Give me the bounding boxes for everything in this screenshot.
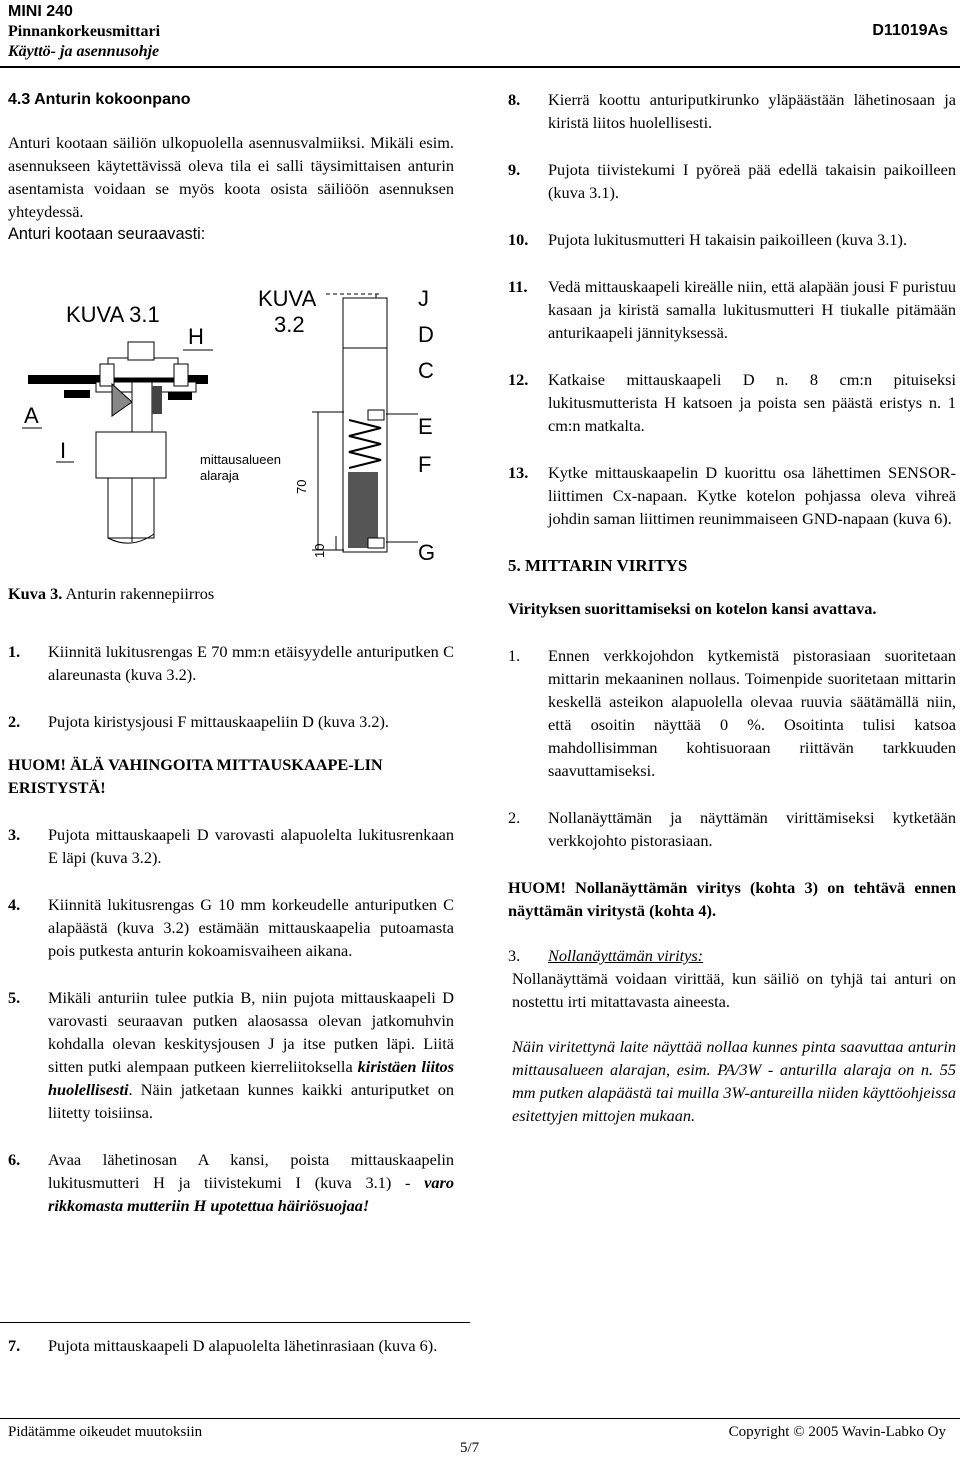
dim-10: 10 — [312, 543, 327, 558]
step-13: 13. Kytke mittauskaapelin D kuorittu osa lähettimen SENSOR-liittimen Cx-napaan. Kytke kotelon pohjassa oleva vihreä johdin saman liittimen reunimmaiseen GND-napaan (kuva 6). — [508, 463, 956, 528]
label-A: A — [24, 403, 39, 428]
label-H: H — [188, 324, 204, 349]
header-rule — [0, 66, 960, 68]
label-G: G — [418, 540, 436, 565]
section-heading: 4.3 Anturin kokoonpano — [8, 91, 191, 108]
step-11: 11. Vedä mittauskaapeli kireälle niin, että alapään jousi F puristuu kasaan ja kiristä samalla lukitusmutteri H tiukalle pitämään anturikaapeli jännityksessä. — [508, 277, 956, 342]
label-C: C — [418, 358, 434, 383]
step-5: 5. Mikäli anturiin tulee putkia B, niin pujota mittauskaapeli D varovasti seuraavan putken alaosassa olevan jatkomuhvin kohdalla olevan keskitysjousen J ja itse putken läpi. Liitä sitten putki alempaan putkeen kierreliitoksella kiristäen liitos huolellisesti. Näin jatketaan kunnes kaikki anturiputket on liitetty toisiinsa. — [8, 988, 454, 1122]
cable-warning: HUOM! ÄLÄ VAHINGOITA MITTAUSKAAPE-LIN ERISTYSTÄ! — [8, 755, 383, 797]
caption-text: Anturin rakennepiirros — [65, 584, 215, 603]
tuning-italic-note: Näin viritettynä laite näyttää nollaa kunnes pinta saavuttaa anturin mittausalueen alarajan, esim. PA/3W - anturilla alaraja on n. 55 mm putken alapäästä tai muilla 3W-antureilla niiden käyttöohjeissa esitettyjen mittojen mukaan. — [512, 1037, 956, 1125]
step-6: 6. Avaa lähetinosan A kansi, poista mittauskaapelin lukitusmutteri H ja tiivistekumi I (kuva 3.1) - varo rikkomasta mutteriin H upotettua häiriösuojaa! — [8, 1150, 454, 1215]
label-D: D — [418, 322, 434, 347]
tuning-item-2: 2. Nollanäyttämän ja näyttämän virittämiseksi kytketään verkkojohto pistorasiaan. — [508, 808, 956, 850]
footer-rule — [0, 1418, 960, 1419]
label-kuva31: KUVA 3.1 — [66, 302, 160, 327]
tuning-item-1: 1. Ennen verkkojohdon kytkemistä pistorasiaan suoritetaan mittarin mekaaninen nollaus. Toimenpide suoritetaan mittarin keskellä asteikon alapuolella olevaa ruuvia säätämällä niin, että osoitin näyttää 0 %. Osoitinta tulisi katsoa mahdollisimman kohtisuoraan riittävän tarkkuuden saavuttamiseksi. — [508, 646, 956, 780]
step-7: 7. Pujota mittauskaapeli D alapuolelta lähetinrasiaan (kuva 6). — [8, 1336, 438, 1355]
label-J: J — [418, 286, 429, 311]
step-1: 1. Kiinnitä lukitusrengas E 70 mm:n etäisyydelle anturiputken C alareunasta (kuva 3.2). — [8, 642, 454, 684]
step-8: 8. Kierrä koottu anturiputkirunko yläpäästään lähetinosaan ja kiristä liitos huolellisesti. — [508, 90, 956, 132]
dim-70: 70 — [294, 479, 309, 494]
bottom-weight — [348, 472, 378, 548]
step-7-block — [8, 1334, 454, 1357]
step-12: 12. Katkaise mittauskaapeli D n. 8 cm:n pituiseksi lukitusmutterista H katsoen ja poista sen päästä eristys n. 1 cm:n matkalta. — [508, 370, 956, 435]
document-code: D11019As — [872, 22, 948, 39]
label-kuva32-b: 3.2 — [274, 312, 305, 337]
section5-heading: 5. MITTARIN VIRITYS — [508, 556, 688, 575]
tuning-item-3-title: Nollanäyttämän viritys: — [548, 946, 704, 965]
footer-left: Pidätämme oikeudet muutoksiin — [8, 1424, 203, 1440]
label-I: I — [60, 438, 67, 463]
step-9: 9. Pujota tiivistekumi I pyöreä pää edellä takaisin paikoilleen (kuva 3.1). — [508, 160, 956, 202]
caption-label: Kuva 3. — [8, 584, 63, 603]
figure-caption — [8, 584, 214, 604]
range-label-line2: alaraja — [200, 468, 240, 483]
tuning-item-3-text: Nollanäyttämä voidaan virittää, kun säiliö on tyhjä tai anturi on nostettu irti mitattavasta aineesta. — [512, 969, 956, 1011]
label-kuva32-a: KUVA — [258, 286, 317, 311]
label-E: E — [418, 414, 433, 439]
sensor-diagram — [8, 282, 458, 574]
footer-copyright: Copyright © 2005 Wavin-Labko Oy — [728, 1424, 946, 1440]
manual-title: Käyttö- ja asennusohje — [8, 43, 160, 60]
page-number: 5/7 — [460, 1440, 480, 1456]
step-4: 4. Kiinnitä lukitusrengas G 10 mm korkeudelle anturiputken C alapäästä (kuva 3.2) estämään mittauskaapelia putoamasta pois putkesta anturin kokoamisvaiheen aikana. — [8, 895, 454, 960]
product-name: MINI 240 — [8, 3, 73, 20]
label-F: F — [418, 452, 432, 477]
document-header — [8, 2, 160, 62]
step-10: 10. Pujota lukitusmutteri H takaisin paikoilleen (kuva 3.1). — [508, 230, 908, 249]
intro-paragraph: Anturi kootaan säiliön ulkopuolella asennusvalmiiksi. Mikäli esim. asennukseen käytettävissä oleva tila ei salli täysimittaisen anturin asentamista voidaan se myös koota osista säiliöön asennuksen yhteydessä. — [8, 133, 454, 221]
left-column-top — [8, 88, 454, 246]
intro-lead: Anturi kootaan seuraavasti: — [8, 225, 206, 243]
tuning-note: HUOM! Nollanäyttämän viritys (kohta 3) on tehtävä ennen näyttämän viritystä (kohta 4). — [508, 878, 956, 920]
tuning-item-3: 3. Nollanäyttämän viritys: — [508, 946, 704, 965]
product-type: Pinnankorkeusmittari — [8, 23, 161, 40]
step-2: 2. Pujota kiristysjousi F mittauskaapeliin D (kuva 3.2). — [8, 712, 389, 731]
column-rule — [0, 1322, 470, 1323]
right-column — [508, 88, 956, 1127]
step-3: 3. Pujota mittauskaapeli D varovasti alapuolelta lukitusrenkaan E läpi (kuva 3.2). — [8, 825, 454, 867]
section5-subheading: Virityksen suorittamiseksi on kotelon kansi avattava. — [508, 599, 877, 618]
range-label-line1: mittausalueen — [200, 452, 281, 467]
left-steps — [8, 640, 454, 1217]
